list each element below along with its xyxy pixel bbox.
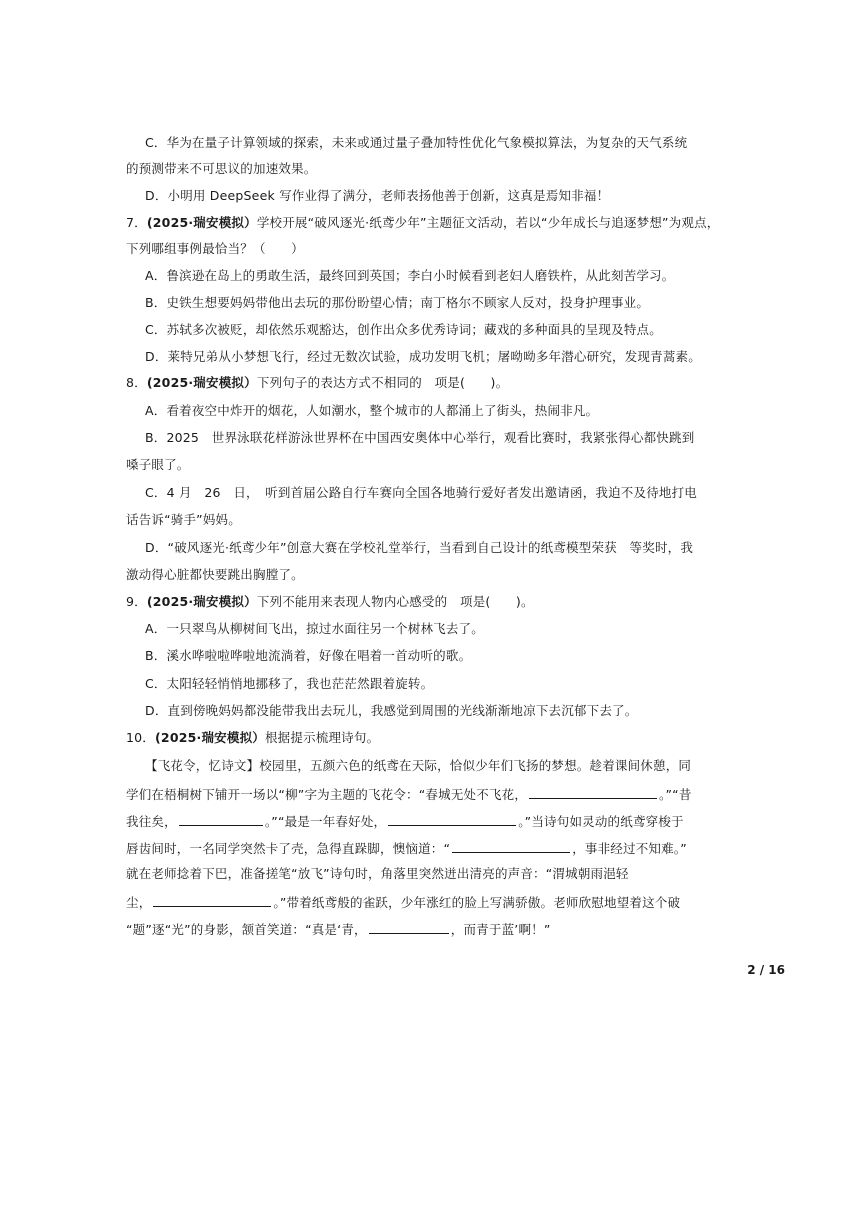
q8-option-d-line1: D．“破风逐光·纸鸢少年”创意大赛在学校礼堂举行，当看到自己设计的纸鸢模型荣获 等奖时，我 bbox=[145, 540, 694, 555]
q7-option-d: D．莱特兄弟从小梦想飞行，经过无数次试验，成功发明飞机；屠呦呦多年潜心研究，发现青蒿素。 bbox=[145, 349, 701, 364]
question-text: 学校开展“破风逐光·纸鸢少年”主题征文活动，若以“少年成长与追逐梦想”为观点， bbox=[256, 215, 720, 230]
q8-option-c-line2: 话告诉“骑手”妈妈。 bbox=[126, 512, 241, 527]
q8-option-c-line1: C．4 月 26 日， 听到首届公路自行车赛向全国各地骑行爱好者发出邀请函，我迫不及待地打电 bbox=[145, 485, 698, 500]
answer-blank-5[interactable] bbox=[153, 893, 271, 907]
passage-text: ，事非经过不知难。” bbox=[572, 841, 687, 856]
q9-option-c: C．太阳轻轻悄悄地挪移了，我也茫茫然跟着旋转。 bbox=[145, 676, 434, 691]
q8-option-b-line1: B．2025 世界泳联花样游泳世界杯在中国西安奥体中心举行，观看比赛时，我紧张得心都快跳到 bbox=[145, 430, 695, 445]
question-source: (2025·瑞安模拟） bbox=[155, 730, 265, 745]
question-source: (2025·瑞安模拟） bbox=[146, 375, 257, 390]
passage-text: 学们在梧桐树下铺开一场以“柳”字为主题的飞花令：“春城无处不飞花， bbox=[126, 787, 528, 802]
question-text: 下列句子的表达方式不相同的 项是( )。 bbox=[256, 375, 509, 390]
q7-option-a: A．鲁滨逊在岛上的勇敢生活，最终回到英国；李白小时候看到老妇人磨铁杵，从此刻苦学习。 bbox=[145, 268, 675, 283]
passage-text: 。”“昔 bbox=[659, 787, 692, 802]
question-source: (2025·瑞安模拟） bbox=[146, 594, 257, 609]
q9-option-d: D．直到傍晚妈妈都没能带我出去玩儿，我感觉到周围的光线渐渐地凉下去沉郁下去了。 bbox=[145, 703, 638, 718]
q10-passage-line3 bbox=[126, 812, 684, 830]
passage-text: 。”“最是一年春好处， bbox=[264, 814, 387, 829]
q6-option-d: D．小明用 DeepSeek 写作业得了满分，老师表扬他善于创新，这真是焉知非福！ bbox=[145, 188, 610, 203]
question-text: 下列不能用来表现人物内心感受的 项是( )。 bbox=[256, 594, 534, 609]
answer-blank-1[interactable] bbox=[529, 785, 657, 799]
question-7-stem bbox=[126, 215, 720, 231]
q6-option-c-line2: 的预测带来不可思议的加速效果。 bbox=[126, 161, 317, 176]
page-number: 2 / 16 bbox=[747, 963, 785, 977]
question-9-stem bbox=[126, 594, 534, 610]
q7-option-c: C．苏轼多次被贬，却依然乐观豁达，创作出众多优秀诗词；藏戏的多种面具的呈现及特点。 bbox=[145, 322, 662, 337]
answer-blank-4[interactable] bbox=[452, 839, 570, 853]
passage-text: 唇齿间时，一名同学突然卡了壳，急得直跺脚，懊恼道：“ bbox=[126, 841, 451, 856]
answer-blank-6[interactable] bbox=[369, 920, 449, 934]
question-source: (2025·瑞安模拟） bbox=[146, 215, 257, 230]
answer-blank-2[interactable] bbox=[179, 812, 263, 826]
question-7-stem-line2: 下列哪组事例最恰当？（ ） bbox=[126, 241, 304, 256]
q7-option-b: B．史铁生想要妈妈带他出去玩的那份盼望心情；南丁格尔不顾家人反对，投身护理事业。 bbox=[145, 295, 650, 310]
question-10-stem bbox=[126, 730, 379, 746]
q10-passage-line6 bbox=[126, 893, 680, 911]
q8-option-b-line2: 嗓子眼了。 bbox=[126, 457, 190, 472]
q9-option-b: B．溪水哗啦啦哗啦地流淌着，好像在唱着一首动听的歌。 bbox=[145, 648, 472, 663]
question-number: 10． bbox=[126, 730, 156, 745]
passage-text: “题”逐“光”的身影，颔首笑道：“真是‘青， bbox=[126, 922, 367, 937]
q10-passage-line2 bbox=[126, 785, 692, 803]
question-8-stem bbox=[126, 375, 508, 391]
passage-text: 尘， bbox=[126, 895, 152, 910]
q10-passage-line5: 就在老师捻着下巴，准备搓笔“放飞”诗句时，角落里突然迸出清亮的声音：“渭城朝雨浥轻 bbox=[126, 866, 629, 881]
passage-text: ，而青于蓝’啊！” bbox=[450, 922, 551, 937]
q8-option-d-line2: 激动得心脏都快要跳出胸膛了。 bbox=[126, 567, 304, 582]
q10-passage-line4 bbox=[126, 839, 687, 857]
question-number: 7． bbox=[126, 215, 147, 230]
question-text: 根据提示梳理诗句。 bbox=[264, 730, 380, 745]
passage-text: 。”带着纸鸢般的雀跃，少年涨红的脸上写满骄傲。老师欣慰地望着这个破 bbox=[273, 895, 681, 910]
question-number: 8． bbox=[126, 375, 147, 390]
passage-text: 我往矣， bbox=[126, 814, 177, 829]
question-number: 9． bbox=[126, 594, 147, 609]
passage-text: 。”当诗句如灵动的纸鸢穿梭于 bbox=[518, 814, 684, 829]
q8-option-a: A．看着夜空中炸开的烟花，人如潮水，整个城市的人都涌上了街头，热闹非凡。 bbox=[145, 403, 599, 418]
q6-option-c-line1: C．华为在量子计算领域的探索，未来或通过量子叠加特性优化气象模拟算法，为复杂的天气系统 bbox=[145, 135, 688, 150]
q9-option-a: A．一只翠鸟从柳树间飞出，掠过水面往另一个树林飞去了。 bbox=[145, 621, 484, 636]
q10-passage-line1: 【飞花令，忆诗文】校园里，五颜六色的纸鸢在天际，恰似少年们飞扬的梦想。趁着课间休憩，同 bbox=[145, 758, 692, 773]
q10-passage-line7 bbox=[126, 920, 551, 938]
answer-blank-3[interactable] bbox=[388, 812, 516, 826]
